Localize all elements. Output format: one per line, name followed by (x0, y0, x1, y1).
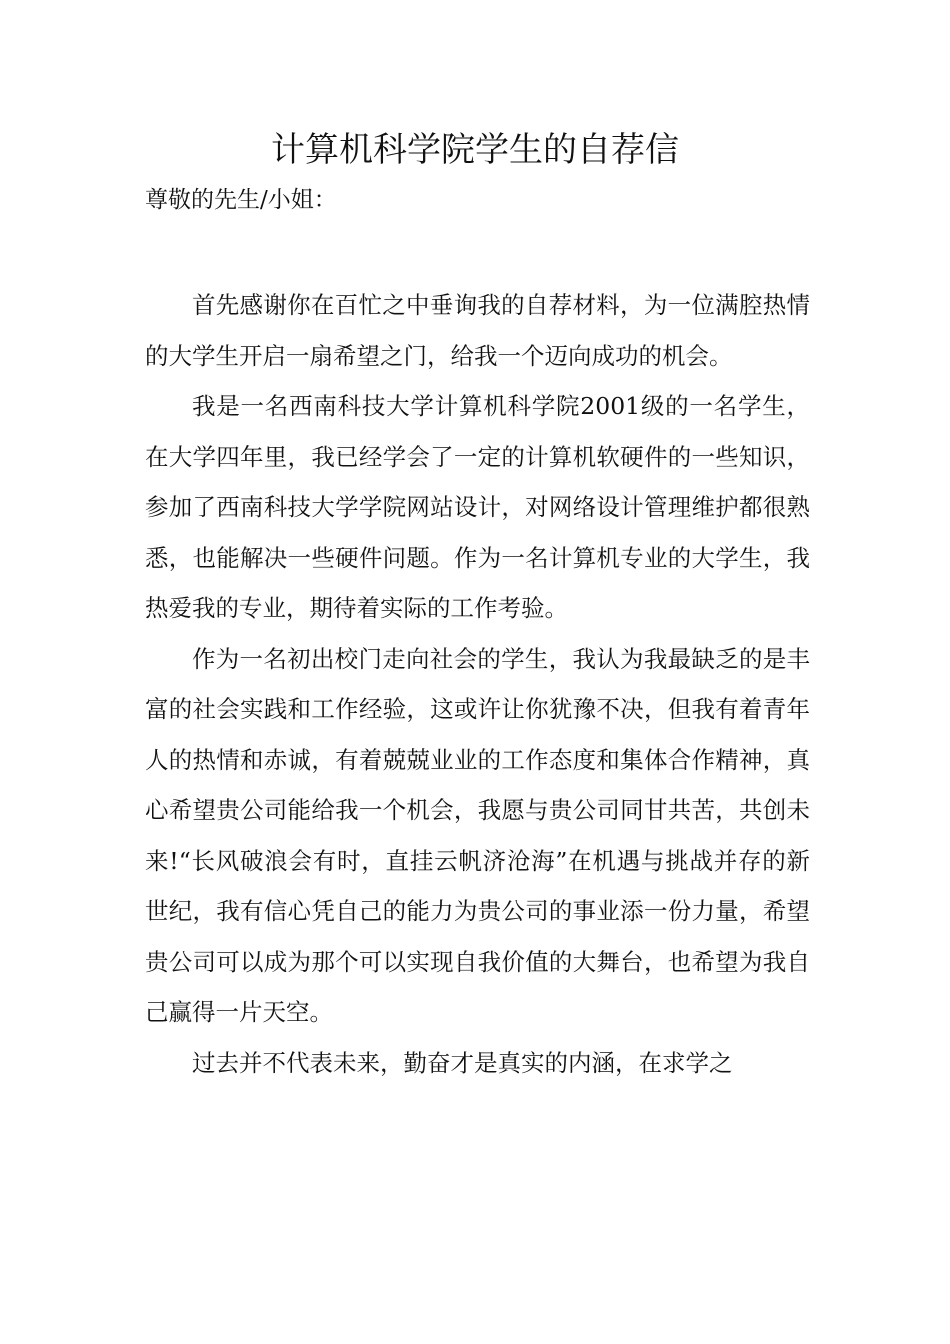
paragraph: 首先感谢你在百忙之中垂询我的自荐材料，为一位满腔热情的大学生开启一扇希望之门，给我一个迈向成功的机会。 (145, 291, 810, 370)
document-title: 计算机科学院学生的自荐信 (271, 130, 679, 170)
paragraph: 作为一名初出校门走向社会的学生，我认为我最缺乏的是丰富的社会实践和工作经验，这或许让你犹豫不决，但我有着青年人的热情和赤诚，有着兢兢业业的工作态度和集体合作精神，真心希望贵公司能给我一个机会，我愿与贵公司同甘共苦，共创未来!“长风破浪会有时，直挂云帆济沧海”在机遇与挑战并存的新世纪，我有信心凭自己的能力为贵公司的事业添一份力量，希望贵公司可以成为那个可以实现自我价值的大舞台，也希望为我自己赢得一片天空。 (145, 644, 810, 1026)
salutation: 尊敬的先生/小姐： (145, 187, 337, 213)
paragraph: 我是一名西南科技大学计算机科学院2001级的一名学生，在大学四年里，我已经学会了一定的计算机软硬件的一些知识，参加了西南科技大学学院网站设计，对网络设计管理维护都很熟悉，也能解决一些硬件问题。作为一名计算机专业的大学生，我热爱我的专业，期待着实际的工作考验。 (145, 392, 810, 622)
paragraph: 过去并不代表未来，勤奋才是真实的内涵，在求学之 (192, 1048, 733, 1077)
letter-body (145, 280, 810, 1088)
